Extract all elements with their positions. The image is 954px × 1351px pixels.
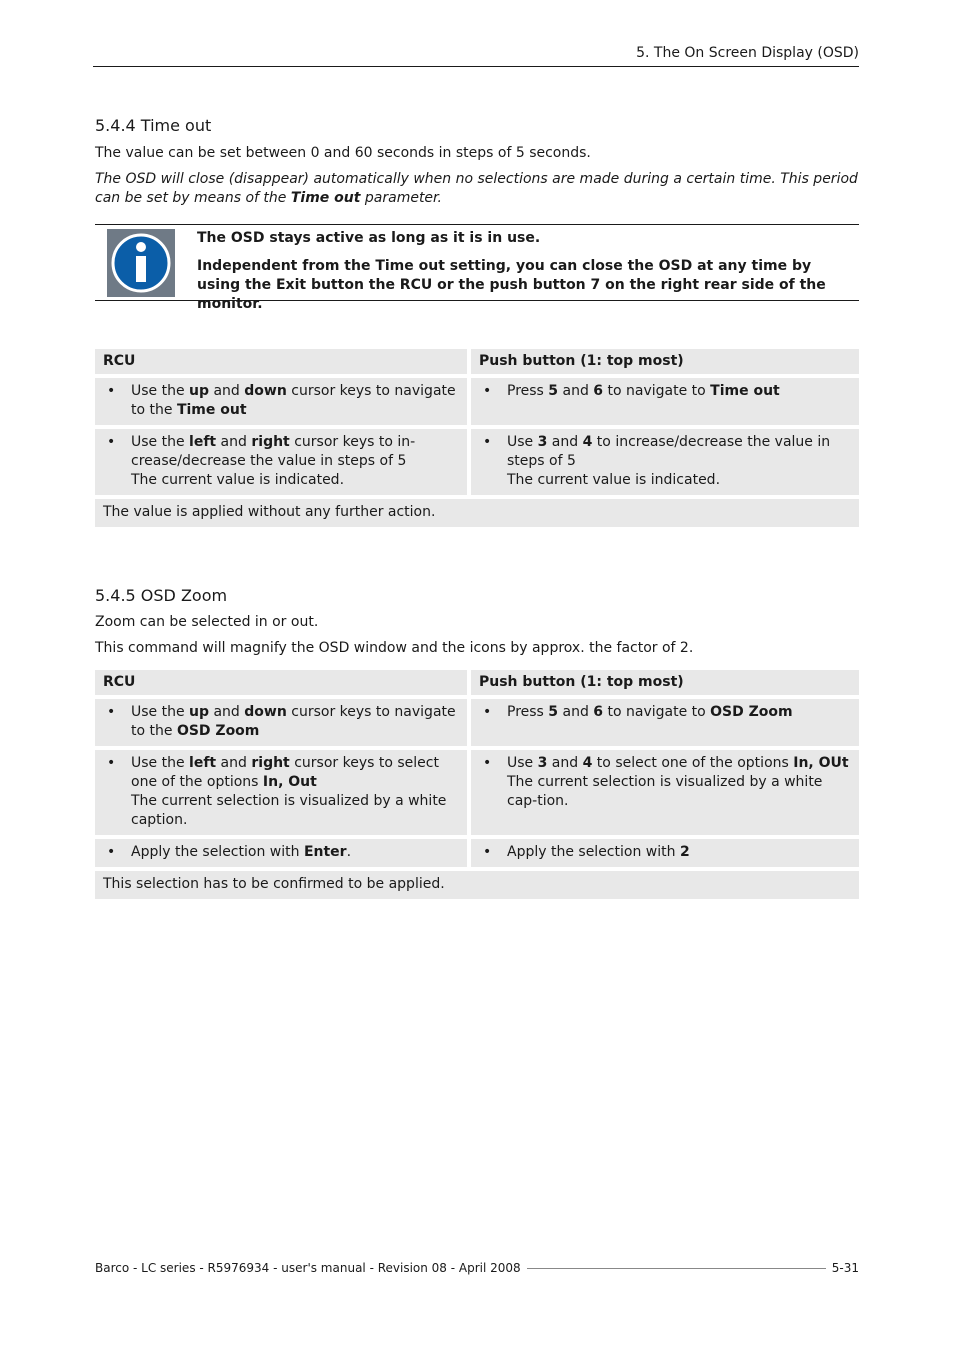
table-footer-note: The value is applied without any further action. bbox=[95, 499, 859, 527]
table-cell: • Use 3 and 4 to increase/decrease the value in steps of 5 The current value is indicated. bbox=[479, 433, 851, 490]
section-title-osd-zoom: 5.4.5 OSD Zoom bbox=[95, 586, 228, 605]
table-row bbox=[95, 750, 859, 835]
osd-zoom-table bbox=[95, 666, 859, 903]
info-line-1: The OSD stays active as long as it is in use. bbox=[197, 230, 541, 246]
table-row bbox=[95, 871, 859, 899]
table-cell: • Apply the selection with 2 bbox=[479, 843, 851, 862]
column-header-push-button: Push button (1: top most) bbox=[471, 670, 859, 695]
time-out-intro: The value can be set between 0 and 60 seconds in steps of 5 seconds. bbox=[95, 145, 591, 161]
table-row bbox=[95, 429, 859, 495]
column-header-rcu: RCU bbox=[95, 349, 467, 374]
info-icon bbox=[107, 229, 175, 297]
table-cell: • Press 5 and 6 to navigate to OSD Zoom bbox=[479, 703, 851, 722]
footer-rule bbox=[527, 1268, 826, 1269]
table-cell: • Use 3 and 4 to select one of the options In, OUt The current selection is visualized by a white cap-tion. bbox=[479, 754, 851, 811]
osd-zoom-p1: Zoom can be selected in or out. bbox=[95, 614, 319, 630]
table-cell: • Use the up and down cursor keys to navigate to the OSD Zoom bbox=[103, 703, 459, 741]
time-out-table bbox=[95, 345, 859, 531]
column-header-push-button: Push button (1: top most) bbox=[471, 349, 859, 374]
page-footer bbox=[95, 1261, 859, 1275]
info-line-2: Independent from the Time out setting, you can close the OSD at any time by using the Exit button the RCU or the push button 7 on the right rear side of the monitor. bbox=[197, 258, 826, 312]
section-title-time-out: 5.4.4 Time out bbox=[95, 116, 212, 135]
table-cell: • Use the left and right cursor keys to in-crease/decrease the value in steps of 5 The current value is indicated. bbox=[103, 433, 459, 490]
header-rule bbox=[93, 66, 859, 67]
table-cell: • Press 5 and 6 to navigate to Time out bbox=[479, 382, 851, 401]
table-cell: • Use the up and down cursor keys to navigate to the Time out bbox=[103, 382, 459, 420]
table-cell: • Apply the selection with Enter. bbox=[103, 843, 459, 862]
table-footer-note: This selection has to be confirmed to be applied. bbox=[95, 871, 859, 899]
table-row bbox=[95, 839, 859, 867]
table-row bbox=[95, 699, 859, 746]
osd-zoom-p2: This command will magnify the OSD window and the icons by approx. the factor of 2. bbox=[95, 640, 694, 656]
column-header-rcu: RCU bbox=[95, 670, 467, 695]
footer-document-info: Barco - LC series - R5976934 - user's manual - Revision 08 - April 2008 bbox=[95, 1261, 521, 1275]
table-row bbox=[95, 499, 859, 527]
table-cell: • Use the left and right cursor keys to select one of the options In, Out The current selection is visualized by a white caption. bbox=[103, 754, 459, 830]
chapter-header: 5. The On Screen Display (OSD) bbox=[636, 45, 859, 61]
page-number: 5-31 bbox=[831, 1261, 859, 1275]
info-note bbox=[95, 224, 859, 312]
time-out-description: The OSD will close (disappear) automatically when no selections are made during a certain time. This period can be set by means of the Time out parameter. bbox=[95, 171, 858, 206]
table-row bbox=[95, 378, 859, 425]
